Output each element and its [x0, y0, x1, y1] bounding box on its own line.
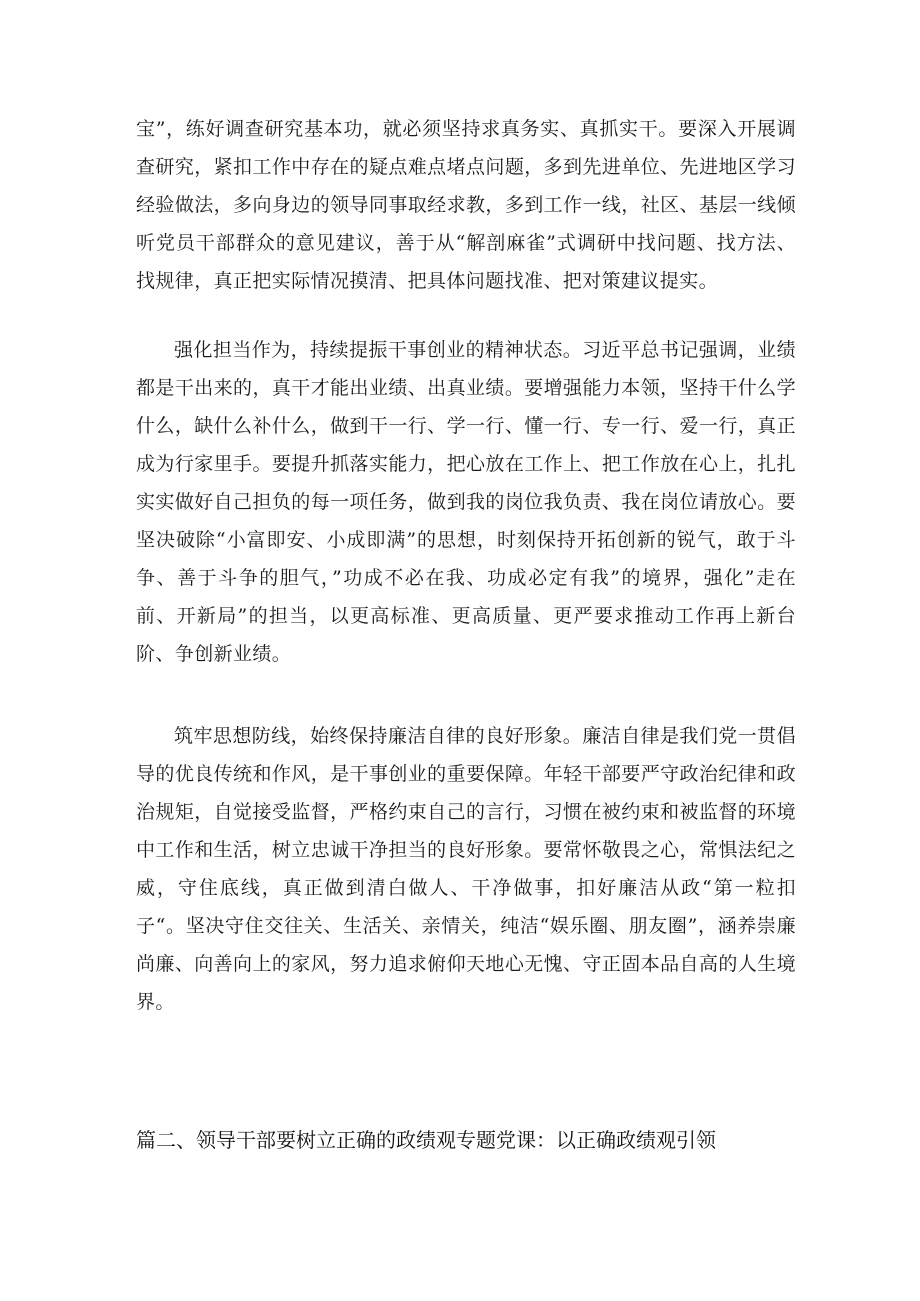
section-heading: 篇二、领导干部要树立正确的政绩观专题党课：以正确政绩观引领: [136, 1128, 716, 1152]
body-paragraph-3: 筑牢思想防线，始终保持廉洁自律的良好形象。廉洁自律是我们党一贯倡导的优良传统和作风，是干事创业的重要保障。年轻干部要严守政治纪律和政治规矩，自觉接受监督，严格约束自己的言行，习惯在被约束和被监督的环境中工作和生活，树立忠诚干净担当的良好形象。要常怀敬畏之心，常惧法纪之威，守住底线，真正做到清白做人、干净做事，扣好廉洁从政“第一粒扣子“。坚决守住交往关、生活关、亲情关，纯洁“娱乐圈、朋友圈”，涵养崇廉尚廉、向善向上的家风，努力追求俯仰天地心无愧、守正固本品自高的人生境界。: [136, 725, 796, 1013]
body-paragraph-1: 宝”，练好调查研究基本功，就必须坚持求真务实、真抓实干。要深入开展调查研究，紧扣工作中存在的疑点难点堵点问题，多到先进单位、先进地区学习经验做法，多向身边的领导同事取经求教，多到工作一线，社区、基层一线倾听党员干部群众的意见建议，善于从“解剖麻雀”式调研中找问题、找方法、找规律，真正把实际情况摸清、把具体问题找准、把对策建议提实。: [136, 118, 796, 292]
body-paragraph-2: 强化担当作为，持续提振干事创业的精神状态。习近平总书记强调，业绩都是干出来的，真干才能出业绩、出真业绩。要增强能力本领，坚持干什么学什么，缺什么补什么，做到干一行、学一行、懂一行、专一行、爱一行，真正成为行家里手。要提升抓落实能力，把心放在工作上、把工作放在心上，扎扎实实做好自己担负的每一项任务，做到我的岗位我负责、我在岗位请放心。要坚决破除“小富即安、小成即满”的思想，时刻保持开拓创新的锐气，敢于斗争、善于斗争的胆气，”功成不必在我、功成必定有我”的境界，强化”走在前、开新局”的担当，以更高标准、更高质量、更严要求推动工作再上新台阶、争创新业绩。: [136, 339, 796, 665]
